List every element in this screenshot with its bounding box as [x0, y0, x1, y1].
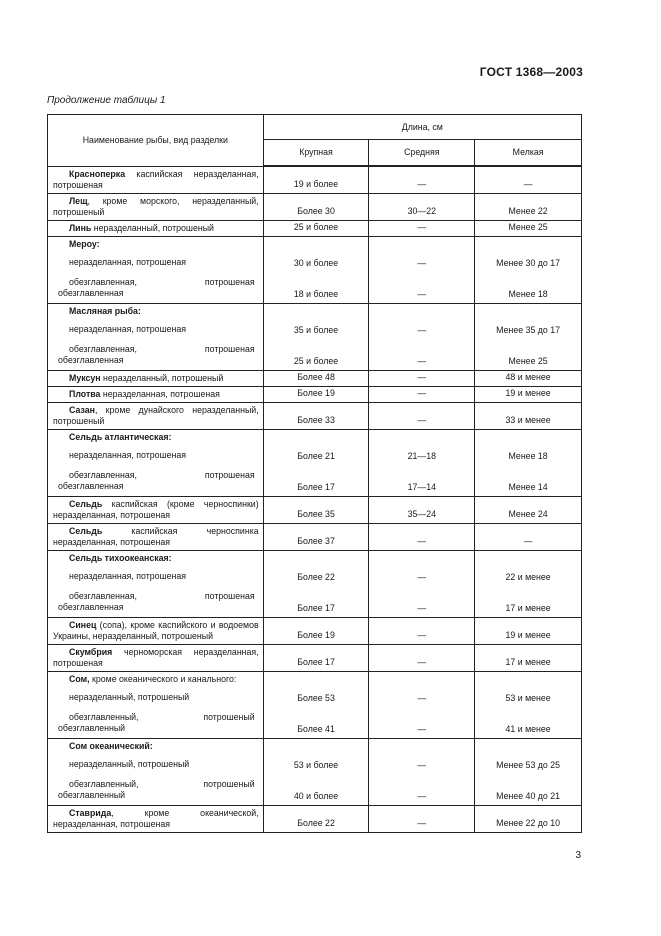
table-row	[48, 370, 582, 386]
value: 41 и менее	[505, 723, 551, 734]
value: —	[417, 355, 427, 366]
fish-name-cell	[48, 644, 264, 671]
large-cell: Более 19	[263, 617, 369, 644]
fish-name: Красноперка	[69, 168, 126, 179]
small-cell	[475, 738, 582, 805]
value: Менее 40 до 21	[496, 790, 561, 801]
table-row	[48, 644, 582, 671]
value: —	[417, 288, 427, 299]
fish-cut: обезглавленный, потрошеный обезглавленный	[58, 711, 255, 733]
value: Менее 18	[508, 450, 548, 461]
small-cell: Менее 22	[475, 193, 582, 220]
value: 40 и более	[293, 790, 339, 801]
value: Более 17	[297, 602, 335, 613]
value: 53 и менее	[505, 692, 551, 703]
medium-cell: —	[369, 617, 475, 644]
value: Менее 14	[508, 481, 548, 492]
fish-name-cell	[48, 671, 264, 738]
table-caption: Продолжение таблицы 1	[47, 95, 166, 106]
medium-cell	[369, 671, 475, 738]
fish-name-cell	[48, 220, 264, 236]
medium-cell: 35—24	[369, 496, 475, 523]
fish-name-cell	[48, 523, 264, 550]
value: Более 41	[297, 723, 335, 734]
medium-cell: —	[369, 220, 475, 236]
fish-name-cell	[48, 550, 264, 617]
value: —	[417, 257, 427, 268]
fish-name: Сельдь	[69, 498, 103, 509]
fish-cut: неразделанная, потрошеная	[69, 570, 187, 581]
large-cell	[263, 738, 369, 805]
fish-name: Сельдь	[69, 525, 103, 536]
table-row	[48, 523, 582, 550]
fish-name-cell	[48, 303, 264, 370]
fish-name: Сельдь атлантическая:	[69, 431, 172, 442]
fish-cut: черноморская неразделанная, потрошеная	[53, 646, 259, 668]
large-cell	[263, 303, 369, 370]
fish-name-cell	[48, 429, 264, 496]
header-medium: Средняя	[369, 140, 475, 167]
small-cell: 33 и менее	[475, 402, 582, 429]
value: —	[417, 324, 427, 335]
fish-name: Масляная рыба:	[69, 305, 141, 316]
large-cell	[263, 671, 369, 738]
fish-name: Мероу:	[69, 238, 100, 249]
header-large: Крупная	[263, 140, 369, 167]
fish-cut: неразделанная, потрошеная	[69, 256, 187, 267]
small-cell: 48 и менее	[475, 370, 582, 386]
medium-cell	[369, 236, 475, 303]
small-cell: 19 и менее	[475, 617, 582, 644]
large-cell: Более 48	[263, 370, 369, 386]
large-cell: Более 22	[263, 805, 369, 832]
value: 35 и более	[293, 324, 339, 335]
medium-cell: —	[369, 523, 475, 550]
small-cell	[475, 429, 582, 496]
fish-cut: , кроме океанической, неразделанная, потрошеная	[53, 807, 259, 829]
fish-name: Сом,	[69, 673, 90, 684]
fish-name-cell	[48, 370, 264, 386]
fish-name-line	[53, 674, 259, 685]
small-cell: Менее 25	[475, 220, 582, 236]
value: Менее 30 до 17	[496, 257, 561, 268]
small-cell: 17 и менее	[475, 644, 582, 671]
value: —	[417, 759, 427, 770]
value: 21—18	[407, 450, 436, 461]
fish-cut: каспийская черноспинка неразделанная, потрошеная	[53, 525, 259, 547]
small-cell: Менее 24	[475, 496, 582, 523]
medium-cell: —	[369, 386, 475, 402]
value: 53 и более	[293, 759, 339, 770]
fish-cut: неразделанный, потрошеный	[100, 372, 224, 383]
table-row	[48, 496, 582, 523]
small-cell: —	[475, 523, 582, 550]
fish-name: Сом океанический:	[69, 740, 153, 751]
fish-name: Ставрида	[69, 807, 112, 818]
large-cell	[263, 550, 369, 617]
fish-length-table	[47, 114, 582, 833]
value: 30 и более	[293, 257, 339, 268]
fish-name: Линь	[69, 222, 92, 233]
fish-name-cell	[48, 738, 264, 805]
table-row	[48, 402, 582, 429]
fish-cut: обезглавленная, потрошеная обезглавленная	[58, 469, 255, 491]
large-cell	[263, 236, 369, 303]
medium-cell	[369, 303, 475, 370]
value: Более 22	[297, 571, 335, 582]
table-row	[48, 550, 582, 617]
small-cell	[475, 303, 582, 370]
fish-cut: обезглавленная, потрошеная обезглавленная	[58, 590, 255, 612]
value: —	[417, 602, 427, 613]
medium-cell: —	[369, 166, 475, 193]
medium-cell	[369, 429, 475, 496]
medium-cell: —	[369, 644, 475, 671]
small-cell	[475, 550, 582, 617]
value: 25 и более	[293, 355, 339, 366]
medium-cell: —	[369, 805, 475, 832]
table-row	[48, 303, 582, 370]
fish-name-cell	[48, 617, 264, 644]
medium-cell: —	[369, 402, 475, 429]
table-row	[48, 617, 582, 644]
fish-name: Лещ	[69, 195, 88, 206]
large-cell	[263, 429, 369, 496]
value: Более 53	[297, 692, 335, 703]
fish-cut: , кроме дунайского неразделанный, потрошеный	[53, 404, 259, 426]
value: Менее 18	[508, 288, 548, 299]
fish-name-cell	[48, 805, 264, 832]
small-cell: —	[475, 166, 582, 193]
fish-name: Муксун	[69, 372, 101, 383]
fish-name-cell	[48, 496, 264, 523]
fish-name-cell	[48, 193, 264, 220]
fish-cut: обезглавленный, потрошеный обезглавленный	[58, 778, 255, 800]
fish-cut: обезглавленная, потрошеная обезглавленная	[58, 343, 255, 365]
small-cell	[475, 236, 582, 303]
fish-cut: обезглавленная, потрошеная обезглавленная	[58, 276, 255, 298]
value: Менее 35 до 17	[496, 324, 561, 335]
large-cell: 25 и более	[263, 220, 369, 236]
table-row	[48, 671, 582, 738]
fish-name: Синец	[69, 619, 97, 630]
fish-cut: каспийская (кроме черноспинки) неразделанная, потрошеная	[53, 498, 259, 520]
fish-name-cell	[48, 166, 264, 193]
fish-name-cell	[48, 236, 264, 303]
table-row	[48, 386, 582, 402]
value: 22 и менее	[505, 571, 551, 582]
small-cell: 19 и менее	[475, 386, 582, 402]
fish-cut: кроме океанического и канального:	[89, 673, 237, 684]
value: —	[417, 571, 427, 582]
value: 18 и более	[293, 288, 339, 299]
fish-cut: (сопа), кроме каспийского и водоемов Украины, неразделанный, потрошеный	[53, 619, 259, 641]
fish-cut: неразделанная, потрошеная	[100, 388, 220, 399]
fish-cut: неразделанный, потрошеный	[69, 691, 190, 702]
header-fish-name: Наименование рыбы, вид разделки	[48, 115, 264, 167]
large-cell: Более 33	[263, 402, 369, 429]
page-number: 3	[575, 850, 581, 861]
medium-cell	[369, 738, 475, 805]
value: 17—14	[407, 481, 436, 492]
fish-cut: , кроме морского, неразделанный, потрошеный	[53, 195, 259, 217]
value: Менее 53 до 25	[496, 759, 561, 770]
small-cell	[475, 671, 582, 738]
large-cell: Более 19	[263, 386, 369, 402]
fish-cut: неразделанный, потрошеный	[69, 758, 190, 769]
table-row	[48, 220, 582, 236]
table-row	[48, 429, 582, 496]
fish-name-cell	[48, 386, 264, 402]
table-row	[48, 805, 582, 832]
table-row	[48, 236, 582, 303]
standard-number: ГОСТ 1368—2003	[479, 65, 583, 79]
value: 17 и менее	[505, 602, 551, 613]
value: Более 17	[297, 481, 335, 492]
large-cell: Более 30	[263, 193, 369, 220]
header-length: Длина, см	[263, 115, 581, 140]
header-small: Мелкая	[475, 140, 582, 167]
medium-cell	[369, 550, 475, 617]
large-cell: Более 37	[263, 523, 369, 550]
small-cell: Менее 22 до 10	[475, 805, 582, 832]
value: —	[417, 790, 427, 801]
fish-name-cell	[48, 402, 264, 429]
fish-name: Скумбрия	[69, 646, 113, 657]
large-cell: Более 35	[263, 496, 369, 523]
large-cell: 19 и более	[263, 166, 369, 193]
value: —	[417, 692, 427, 703]
medium-cell: —	[369, 370, 475, 386]
fish-name: Сазан	[69, 404, 95, 415]
large-cell: Более 17	[263, 644, 369, 671]
value: Более 21	[297, 450, 335, 461]
table-row	[48, 193, 582, 220]
fish-cut: неразделанный, потрошеный	[91, 222, 214, 233]
fish-name: Сельдь тихоокеанская:	[69, 552, 172, 563]
fish-cut: неразделанная, потрошеная	[69, 323, 187, 334]
medium-cell: 30—22	[369, 193, 475, 220]
value: —	[417, 723, 427, 734]
fish-cut: неразделанная, потрошеная	[69, 449, 187, 460]
table-row	[48, 738, 582, 805]
value: Менее 25	[508, 355, 548, 366]
fish-cut: каспийская неразделанная, потрошеная	[53, 168, 259, 190]
table-row	[48, 166, 582, 193]
fish-name: Плотва	[69, 388, 101, 399]
